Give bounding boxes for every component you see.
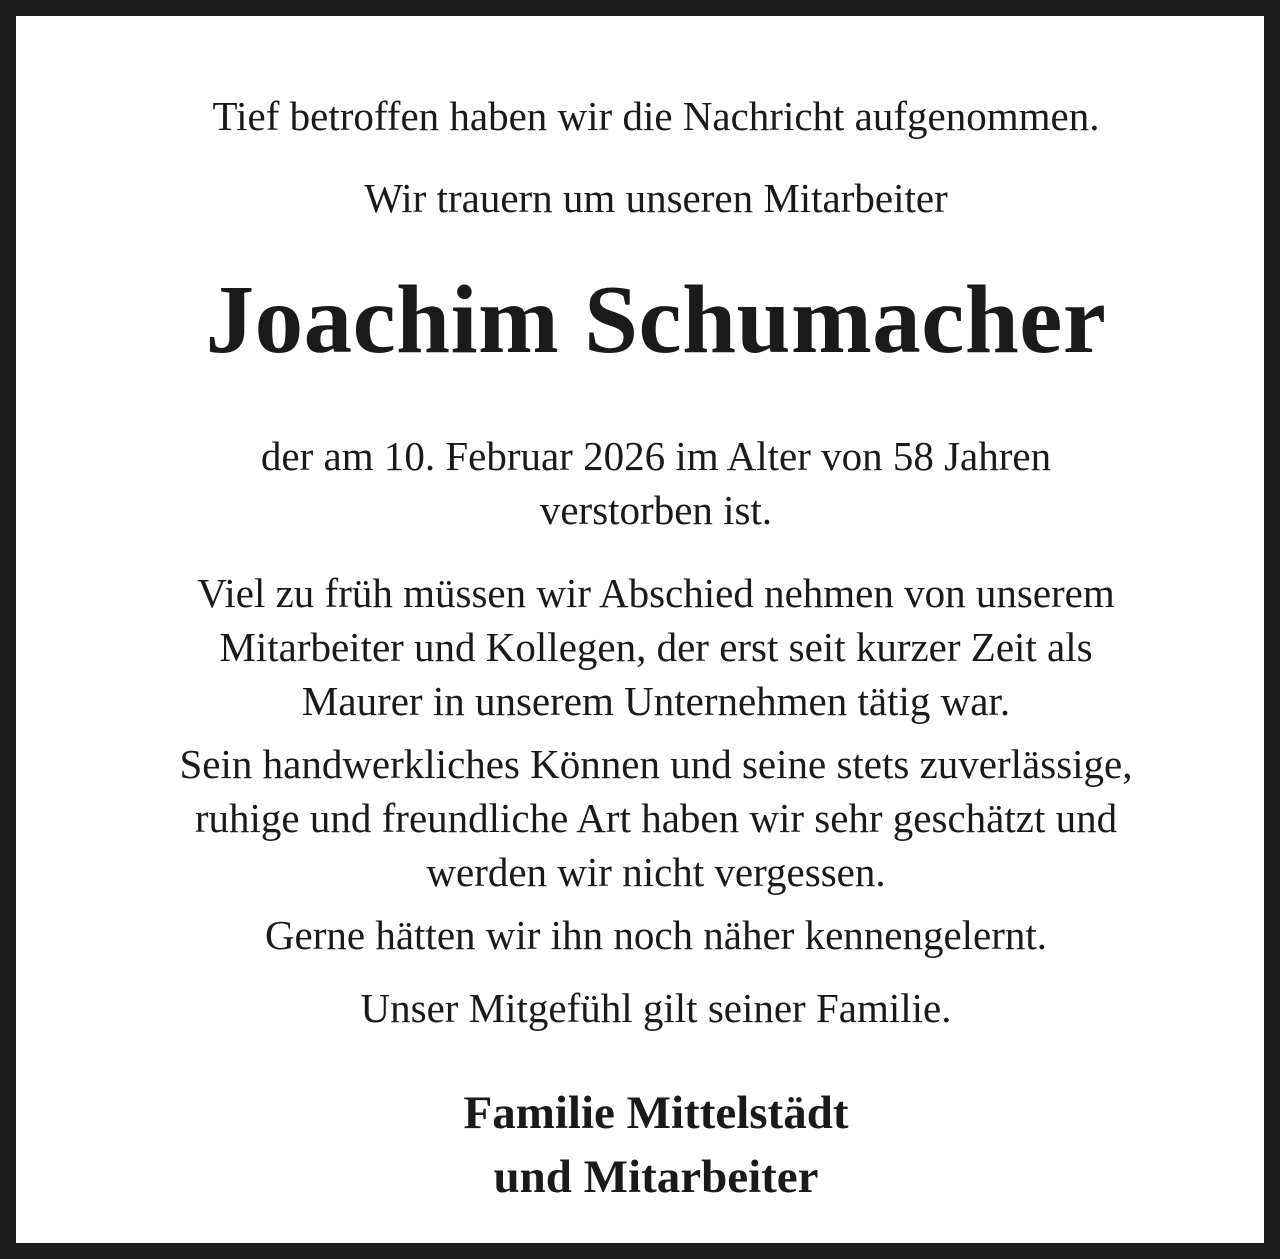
intro-line-1: Tief betroffen haben wir die Nachricht aufgenommen.	[212, 93, 1100, 139]
paragraph-2-line-2: ruhige und freundliche Art haben wir sehr geschätzt und	[194, 795, 1118, 841]
paragraph-1-line-3: Maurer in unserem Unternehmen tätig war.	[301, 678, 1011, 724]
signature-line-2: und Mitarbeiter	[493, 1151, 819, 1203]
paragraph-2-line-3: werden wir nicht vergessen.	[426, 849, 886, 895]
paragraph-2-line-1: Sein handwerkliches Können und seine stets zuverlässige,	[179, 741, 1133, 787]
intro-line-2: Wir trauern um unseren Mitarbeiter	[364, 175, 948, 221]
paragraph-4: Unser Mitgefühl gilt seiner Familie.	[360, 985, 952, 1031]
death-date-line-1: der am 10. Februar 2026 im Alter von 58 Jahren	[260, 433, 1052, 479]
paragraph-1-line-1: Viel zu früh müssen wir Abschied nehmen von unserem	[197, 570, 1115, 616]
deceased-name: Joachim Schumacher	[205, 266, 1107, 373]
paragraph-1-line-2: Mitarbeiter und Kollegen, der erst seit kurzer Zeit als	[219, 624, 1093, 670]
signature-line-1: Familie Mittelstädt	[463, 1087, 849, 1139]
death-date-line-2: verstorben ist.	[539, 487, 773, 533]
paragraph-3: Gerne hätten wir ihn noch näher kennengelernt.	[264, 912, 1048, 958]
